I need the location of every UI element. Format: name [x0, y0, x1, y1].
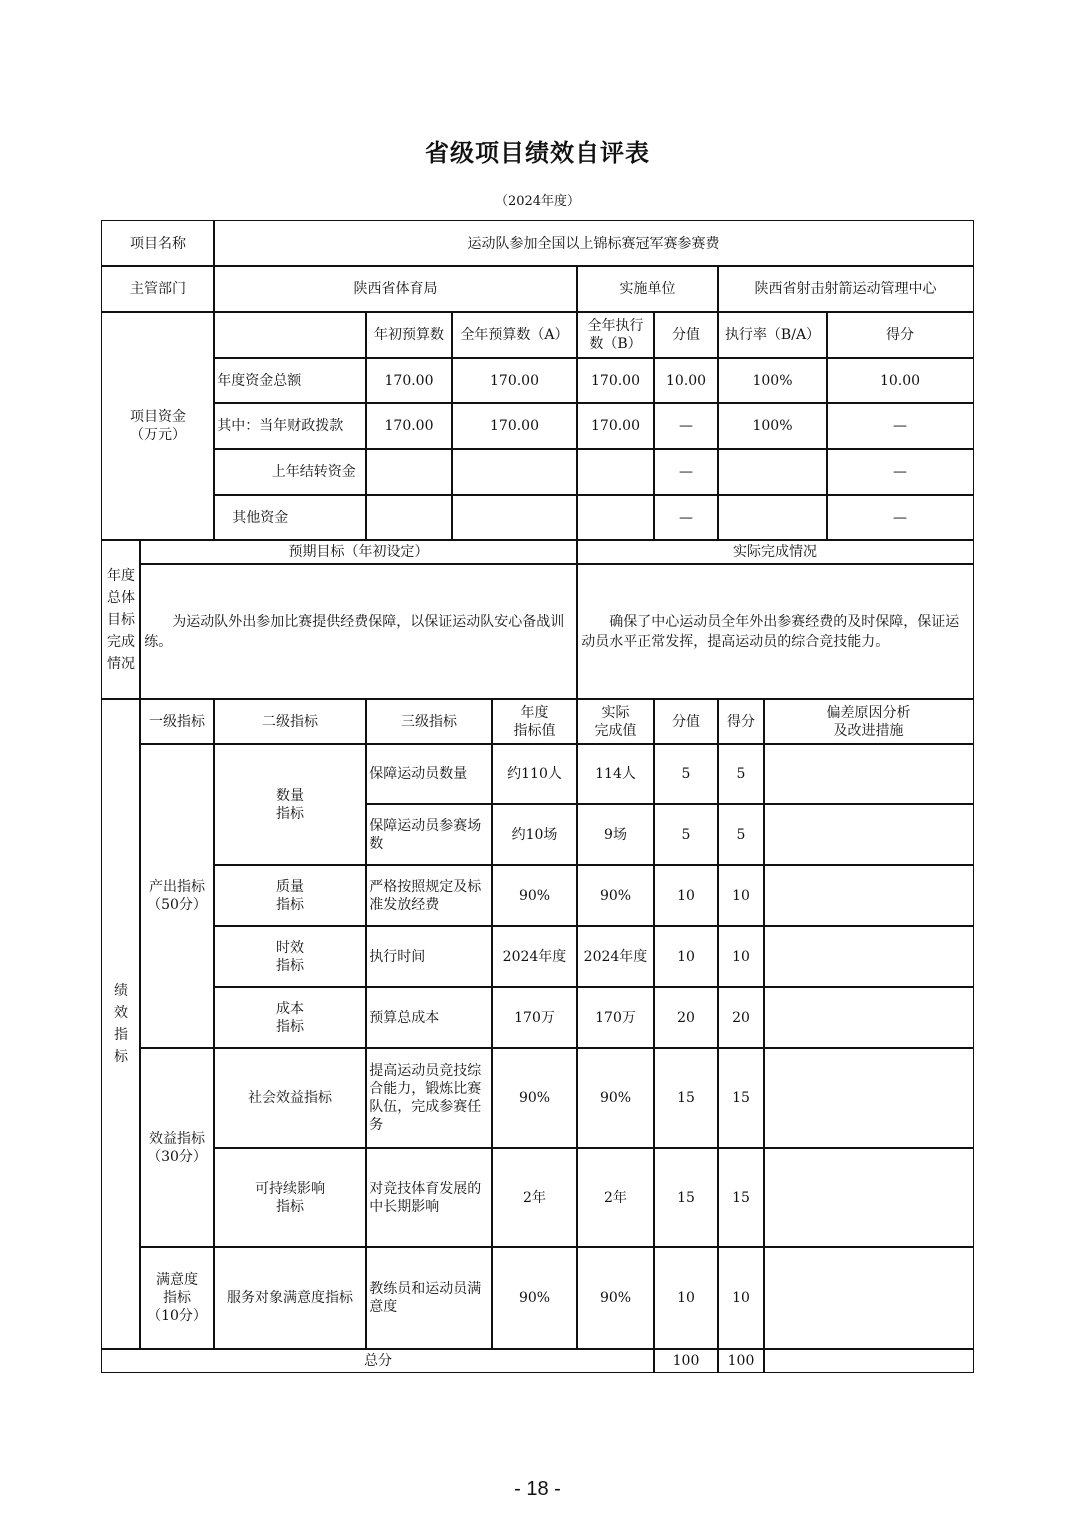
total-score	[717, 1348, 765, 1373]
indicators-label-text: 绩 效 指 标	[114, 983, 128, 1065]
dept-label-text: 主管部门	[130, 281, 186, 297]
indicator-score	[717, 864, 765, 927]
funds-value	[451, 357, 578, 404]
funds-header-text: 得分	[886, 327, 914, 343]
funds-value-text: —	[893, 509, 907, 526]
indicators-header-text: 二级指标	[262, 713, 318, 730]
level1-benefit-text: 效益指标 （30分）	[147, 1130, 207, 1165]
funds-row-label	[213, 402, 367, 450]
funds-value	[451, 448, 578, 496]
funds-value-text: —	[679, 464, 693, 480]
indicator-weight-text: 5	[681, 766, 691, 782]
funds-value	[365, 357, 453, 404]
indicator-level3	[365, 925, 493, 988]
funds-value-text: 170.00	[490, 372, 539, 389]
indicators-header-text: 三级指标	[401, 713, 457, 730]
indicator-actual-text: 90%	[599, 1090, 632, 1106]
indicators-header-text: 得分	[727, 713, 755, 730]
indicator-score-text: 10	[732, 887, 750, 904]
funds-value	[826, 402, 974, 450]
level1-output-text: 产出指标 （50分）	[147, 879, 207, 913]
goals-label-text: 年度 总体 目标 完成 情况	[107, 567, 135, 672]
total-label-text: 总分	[364, 1352, 392, 1369]
funds-row-label	[213, 357, 367, 404]
total-remark	[763, 1348, 974, 1373]
indicator-level3	[365, 1047, 493, 1149]
level1-benefit	[139, 1047, 215, 1248]
project-name-value-text: 运动队参加全国以上锦标赛冠军赛参赛费	[467, 235, 720, 252]
funds-row-label-text: 其他资金	[232, 509, 289, 526]
indicator-level3	[365, 743, 493, 805]
indicator-level3-text: 保障运动员参赛场数	[369, 817, 482, 852]
level2-cost-text: 成本 指标	[276, 1000, 304, 1035]
funds-value	[451, 494, 578, 541]
indicator-remark	[763, 986, 974, 1049]
indicator-target-text: 170万	[514, 1009, 555, 1026]
indicator-actual-text: 9场	[604, 826, 627, 843]
indicators-header	[763, 698, 974, 745]
funds-value-text: —	[679, 509, 693, 526]
indicator-actual-text: 2年	[604, 1189, 627, 1206]
funds-value	[826, 494, 974, 541]
indicator-score	[717, 925, 765, 988]
indicator-target-text: 2024年度	[502, 948, 567, 965]
indicators-header	[139, 698, 215, 745]
funds-value	[365, 494, 453, 541]
indicator-target-text: 2年	[523, 1189, 546, 1206]
indicator-actual-text: 2024年度	[583, 948, 648, 965]
funds-value	[653, 357, 719, 404]
indicator-target-text: 90%	[518, 887, 551, 904]
level2-timeliness-text: 时效 指标	[276, 939, 304, 974]
dept-label	[101, 265, 215, 313]
indicator-level3	[365, 986, 493, 1049]
indicator-weight	[653, 743, 719, 805]
indicator-score	[717, 743, 765, 805]
level2-social-text: 社会效益指标	[248, 1090, 332, 1106]
indicator-weight	[653, 864, 719, 927]
goals-actual-header	[576, 539, 974, 565]
impl-label-text: 实施单位	[619, 281, 676, 297]
indicator-actual	[576, 1246, 655, 1350]
indicator-score-text: 10	[732, 1290, 750, 1306]
indicator-actual-text: 170万	[595, 1009, 636, 1026]
level2-service-satisfaction	[213, 1246, 367, 1350]
level2-sustainable-text: 可持续影响 指标	[255, 1180, 325, 1215]
goals-expected-text-text: 为运动队外出参加比赛提供经费保障，以保证运动队安心备战训练。	[144, 613, 565, 650]
funds-value-text: 170.00	[591, 418, 640, 434]
indicator-score	[717, 1147, 765, 1248]
funds-row-label-text: 其中：当年财政拨款	[217, 418, 344, 434]
funds-value	[576, 494, 655, 541]
funds-value	[576, 402, 655, 450]
funds-header-text: 全年执行 数（B）	[587, 318, 644, 352]
funds-value	[365, 402, 453, 450]
funds-value-text: —	[679, 418, 693, 434]
indicator-score	[717, 1246, 765, 1350]
indicator-remark	[763, 1246, 974, 1350]
total-weight	[653, 1348, 719, 1373]
indicator-weight-text: 20	[677, 1009, 695, 1026]
funds-value	[365, 448, 453, 496]
indicator-target	[491, 1147, 578, 1248]
funds-value-text: 170.00	[384, 418, 434, 434]
funds-value-text: 10.00	[879, 372, 921, 389]
impl-value-text: 陕西省射击射箭运动管理中心	[754, 281, 937, 297]
funds-header-text: 全年预算数（A）	[460, 327, 569, 343]
indicator-score-text: 5	[736, 766, 746, 782]
funds-header	[365, 311, 453, 359]
indicator-target	[491, 986, 578, 1049]
funds-value	[653, 494, 719, 541]
funds-row-label	[213, 494, 367, 541]
funds-value	[717, 402, 828, 450]
funds-label	[101, 311, 215, 541]
indicator-remark	[763, 803, 974, 866]
level1-satisfaction-text: 满意度 指标 （10分）	[147, 1272, 207, 1324]
indicator-score-text: 15	[732, 1189, 750, 1206]
funds-header	[826, 311, 974, 359]
indicator-actual-text: 114人	[595, 766, 636, 782]
funds-value-text: 170.00	[591, 372, 640, 389]
funds-row-label-text: 上年结转资金	[271, 464, 356, 480]
indicators-header	[491, 698, 578, 745]
indicator-weight	[653, 1246, 719, 1350]
indicator-level3-text: 执行时间	[369, 948, 426, 965]
funds-value	[717, 357, 828, 404]
goals-actual-text	[576, 563, 974, 700]
indicators-header-text: 实际 完成值	[594, 704, 637, 739]
indicator-remark	[763, 925, 974, 988]
level2-quality-text: 质量 指标	[276, 878, 304, 913]
funds-value	[717, 448, 828, 496]
funds-header	[451, 311, 578, 359]
page-number: - 18 -	[514, 1478, 561, 1500]
indicators-header	[576, 698, 655, 745]
indicator-score	[717, 986, 765, 1049]
project-name-label-text: 项目名称	[130, 235, 186, 252]
indicator-remark	[763, 1047, 974, 1149]
goals-actual-text-text: 确保了中心运动员全年外出参赛经费的及时保障，保证运动员水平正常发挥，提高运动员的综合竞技能力。	[581, 613, 960, 650]
indicator-target	[491, 925, 578, 988]
indicators-header	[653, 698, 719, 745]
indicator-level3-text: 提高运动员竞技综合能力，锻炼比赛队伍，完成参赛任务	[369, 1063, 482, 1133]
indicator-weight-text: 15	[677, 1189, 695, 1206]
indicator-level3-text: 严格按照规定及标准发放经费	[369, 878, 482, 913]
funds-label-text: 项目资金 （万元）	[130, 409, 186, 443]
indicator-weight-text: 10	[677, 948, 695, 965]
goals-actual-header-text: 实际完成情况	[733, 544, 817, 560]
level2-social	[213, 1047, 367, 1149]
project-name-label	[101, 220, 215, 267]
indicators-header-text: 偏差原因分析 及改进措施	[826, 704, 911, 739]
indicator-level3-text: 保障运动员数量	[369, 766, 468, 782]
funds-header	[576, 311, 655, 359]
indicator-target	[491, 743, 578, 805]
indicators-header	[213, 698, 367, 745]
funds-value-text: 100%	[752, 372, 793, 389]
indicator-weight	[653, 925, 719, 988]
funds-row-label	[213, 448, 367, 496]
indicator-actual	[576, 864, 655, 927]
total-weight-text: 100	[672, 1352, 700, 1369]
indicator-level3	[365, 1246, 493, 1350]
indicator-remark	[763, 1147, 974, 1248]
indicator-target-text: 约10场	[511, 826, 558, 843]
funds-value	[451, 402, 578, 450]
indicator-remark	[763, 864, 974, 927]
funds-header-text: 执行率（B/A）	[724, 327, 821, 343]
funds-value-text: 10.00	[665, 372, 707, 389]
indicator-weight	[653, 1147, 719, 1248]
project-name-value	[213, 220, 974, 267]
funds-value-text: —	[893, 418, 907, 434]
funds-value	[653, 402, 719, 450]
funds-value	[576, 448, 655, 496]
level2-sustainable	[213, 1147, 367, 1248]
indicator-weight-text: 5	[681, 826, 691, 843]
indicators-label	[101, 698, 141, 1350]
funds-value-text: 100%	[752, 418, 793, 434]
indicator-weight-text: 10	[677, 887, 695, 904]
indicator-weight	[653, 803, 719, 866]
indicator-target	[491, 864, 578, 927]
impl-value	[717, 265, 974, 313]
indicator-target	[491, 803, 578, 866]
total-label	[101, 1348, 655, 1373]
funds-header	[653, 311, 719, 359]
indicator-weight	[653, 1047, 719, 1149]
funds-row-label-text: 年度资金总额	[217, 372, 302, 389]
funds-header	[717, 311, 828, 359]
indicator-score-text: 15	[732, 1090, 750, 1106]
indicators-header-text: 一级指标	[149, 713, 205, 730]
level2-quality	[213, 864, 367, 927]
indicator-level3-text: 预算总成本	[369, 1009, 440, 1026]
indicator-level3	[365, 864, 493, 927]
level2-cost	[213, 986, 367, 1049]
funds-value	[826, 357, 974, 404]
indicator-actual	[576, 986, 655, 1049]
indicator-actual	[576, 743, 655, 805]
total-score-text: 100	[727, 1352, 755, 1369]
funds-value	[826, 448, 974, 496]
level2-timeliness	[213, 925, 367, 988]
level2-service-satisfaction-text: 服务对象满意度指标	[227, 1290, 353, 1306]
indicators-header-text: 年度 指标值	[513, 704, 556, 739]
indicator-level3-text: 教练员和运动员满意度	[369, 1281, 482, 1315]
indicator-level3-text: 对竞技体育发展的中长期影响	[369, 1180, 482, 1215]
indicator-target	[491, 1047, 578, 1149]
indicator-score	[717, 1047, 765, 1149]
indicator-level3	[365, 1147, 493, 1248]
funds-value-text: 170.00	[490, 418, 539, 434]
indicator-level3	[365, 803, 493, 866]
funds-value-text: —	[893, 464, 907, 480]
indicator-target-text: 约110人	[507, 766, 562, 782]
indicator-score-text: 20	[732, 1009, 750, 1026]
indicator-actual	[576, 803, 655, 866]
indicator-score-text: 5	[736, 826, 746, 843]
indicator-actual	[576, 1147, 655, 1248]
indicator-weight-text: 15	[677, 1090, 695, 1106]
indicator-weight-text: 10	[677, 1290, 695, 1306]
indicators-header-text: 分值	[672, 713, 700, 730]
indicators-header	[365, 698, 493, 745]
year-subtitle: （2024年度）	[494, 194, 581, 209]
level1-satisfaction	[139, 1246, 215, 1350]
impl-label	[576, 265, 719, 313]
funds-value	[576, 357, 655, 404]
dept-value	[213, 265, 578, 313]
indicator-actual	[576, 925, 655, 988]
indicator-target	[491, 1246, 578, 1350]
indicator-actual-text: 90%	[599, 887, 632, 904]
goals-expected-header-text: 预期目标（年初设定）	[288, 544, 429, 560]
indicators-header	[717, 698, 765, 745]
funds-value-text: 170.00	[384, 372, 434, 389]
dept-value-text: 陕西省体育局	[353, 281, 438, 297]
funds-header-text: 分值	[672, 327, 700, 343]
goals-label	[101, 539, 141, 700]
goals-expected-text	[139, 563, 578, 700]
indicator-weight	[653, 986, 719, 1049]
goals-expected-header	[139, 539, 578, 565]
indicator-actual-text: 90%	[599, 1290, 632, 1306]
funds-value	[717, 494, 828, 541]
level2-quantity	[213, 743, 367, 866]
indicator-actual	[576, 1047, 655, 1149]
indicator-score-text: 10	[732, 948, 750, 965]
indicator-remark	[763, 743, 974, 805]
level1-output	[139, 743, 215, 1049]
indicator-score	[717, 803, 765, 866]
indicator-target-text: 90%	[518, 1090, 551, 1106]
page-title: 省级项目绩效自评表	[425, 138, 650, 167]
level2-quantity-text: 数量 指标	[276, 787, 304, 822]
funds-value	[653, 448, 719, 496]
funds-header-blank	[213, 311, 367, 359]
funds-header-text: 年初预算数	[374, 327, 444, 343]
indicator-target-text: 90%	[518, 1290, 551, 1306]
